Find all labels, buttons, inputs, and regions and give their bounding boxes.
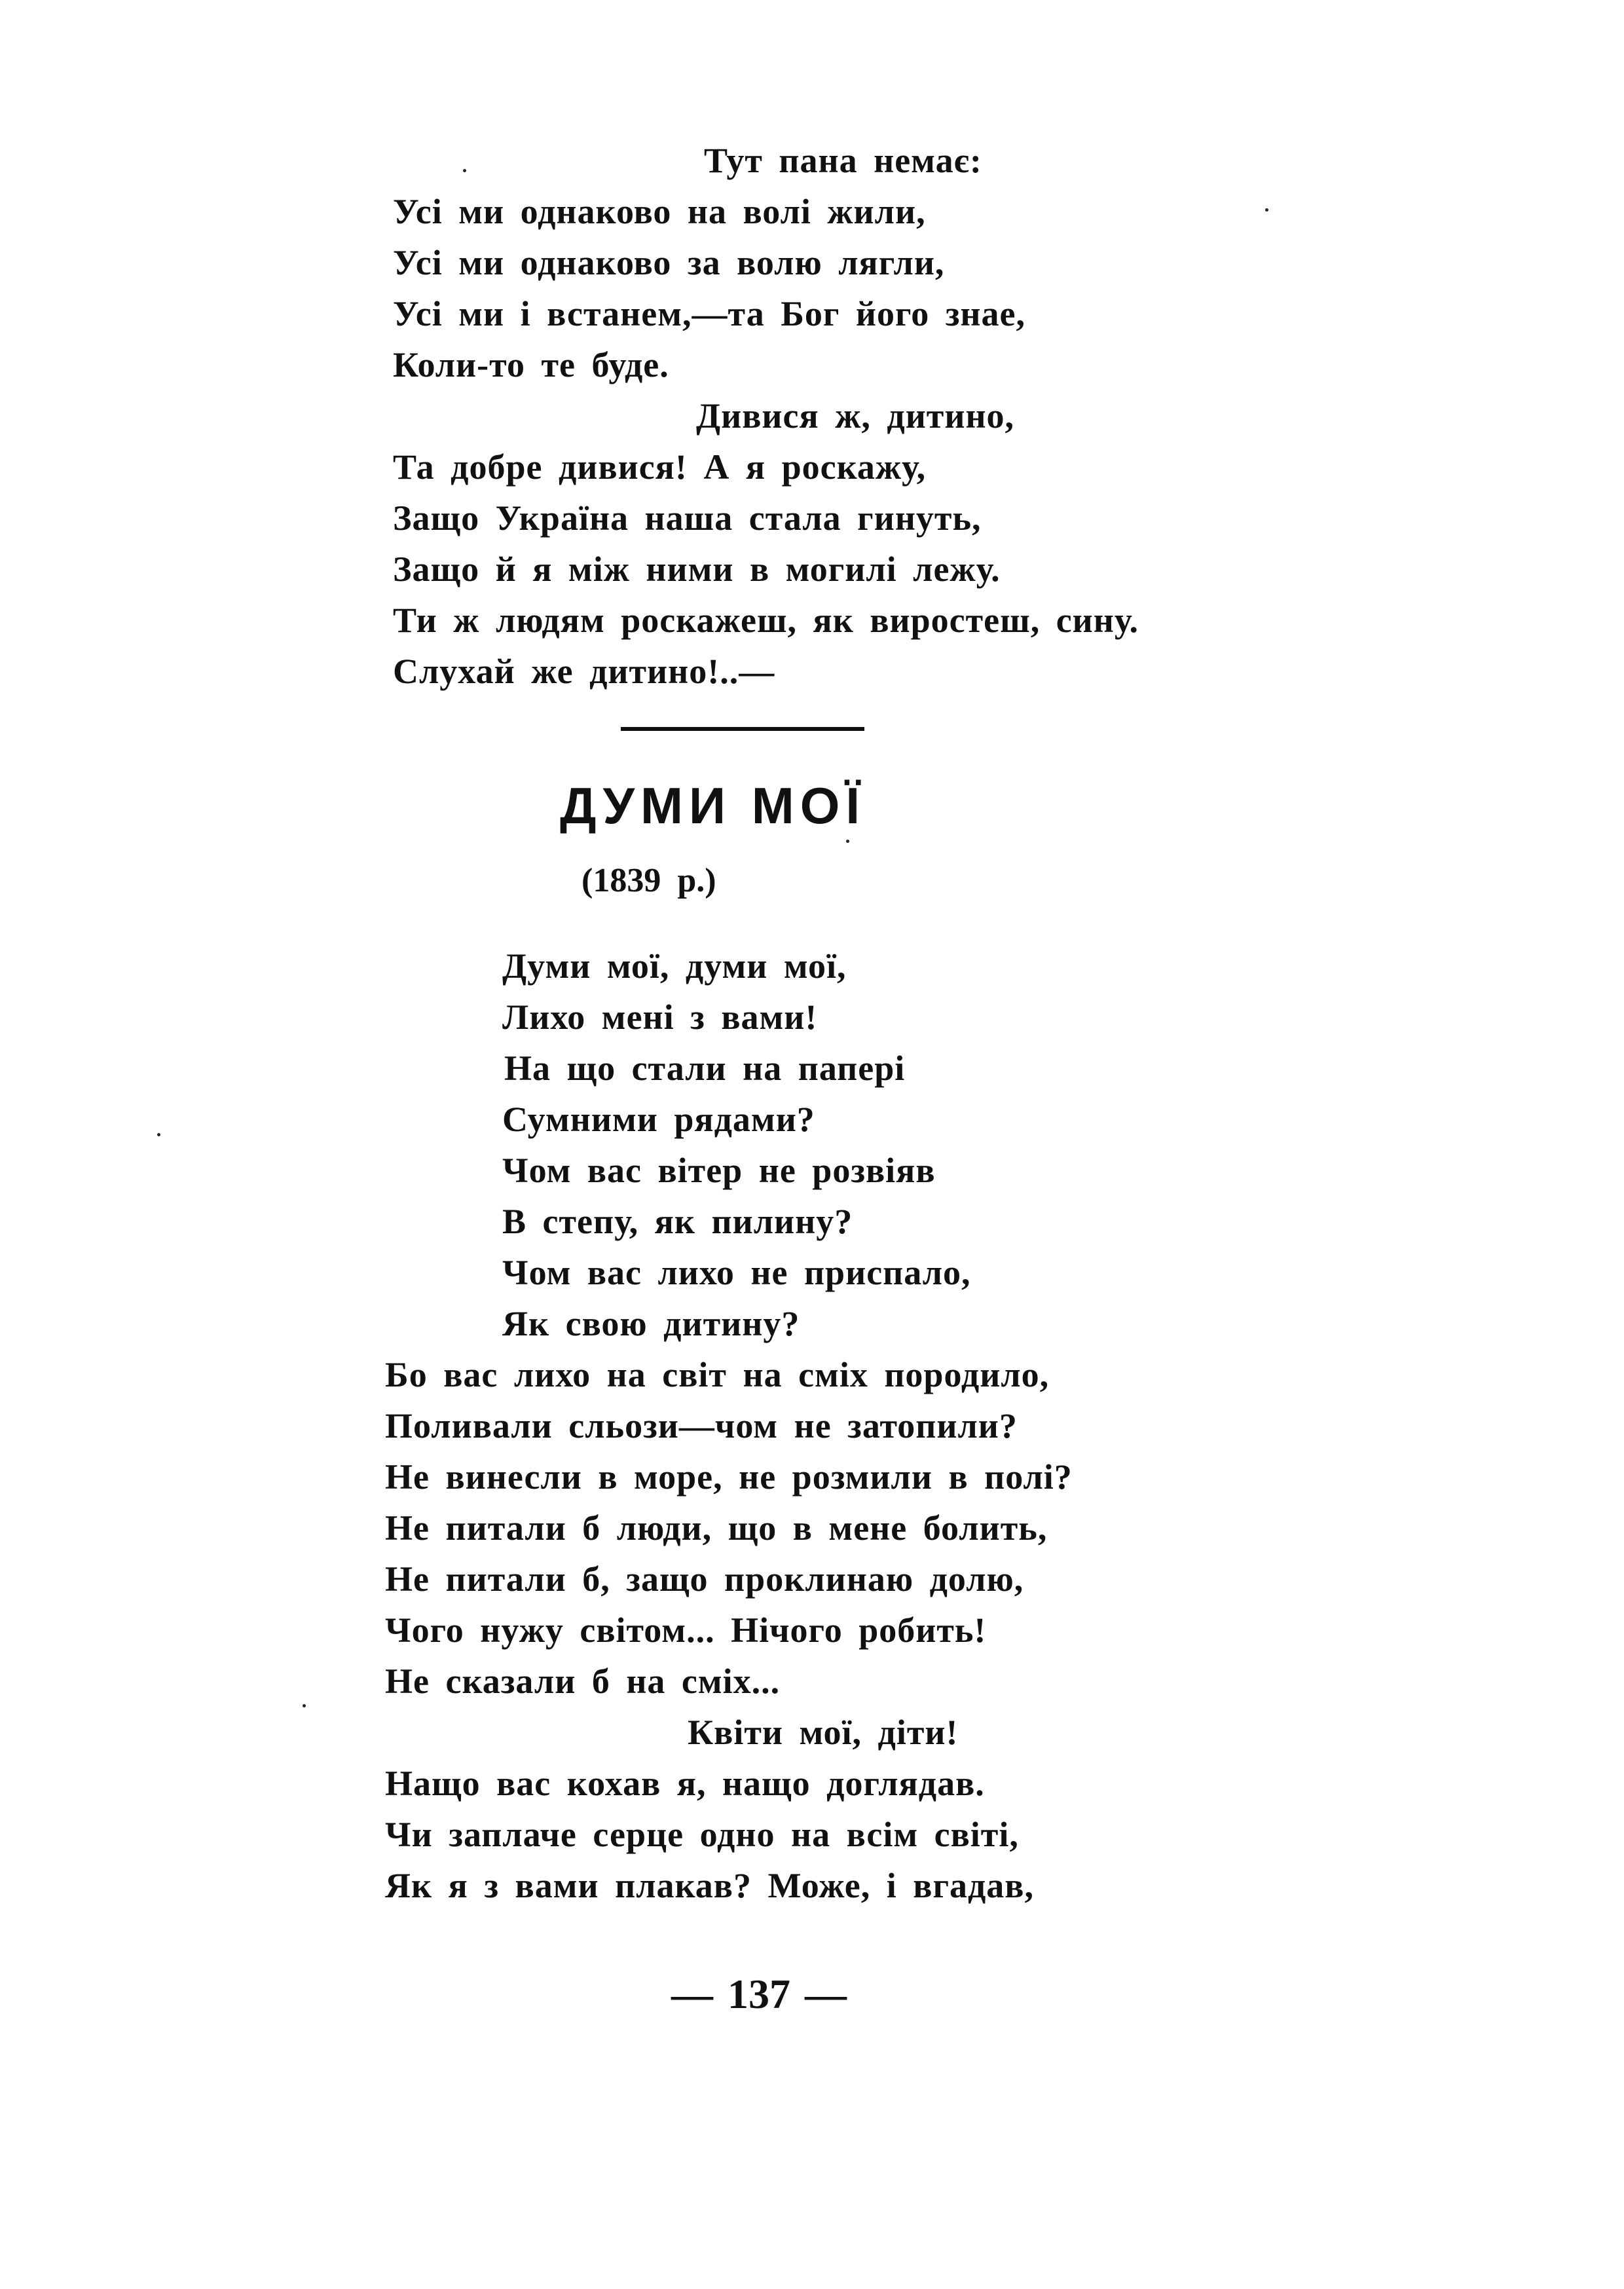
poem-line: Чом вас лихо не приспало,: [502, 1253, 971, 1292]
poem-line: Тут пана немає:: [704, 141, 982, 180]
poem-line: Квіти мої, діти!: [688, 1713, 959, 1752]
scan-speck: [1265, 208, 1268, 212]
poem-line: Слухай же дитино!..—: [393, 652, 775, 691]
poem-line: Не питали б, защо проклинаю долю,: [385, 1559, 1024, 1599]
poem-line: Усі ми однаково за волю лягли,: [393, 243, 945, 282]
poem-line: Ти ж людям роскажеш, як виростеш, сину.: [393, 601, 1139, 640]
scan-speck: [463, 169, 466, 172]
scan-speck: [846, 840, 849, 843]
poem-line: Защо й я між ними в могилі лежу.: [393, 549, 1001, 589]
poem-line: Чи заплаче серце одно на всім світі,: [385, 1815, 1019, 1854]
poem-line: Защо Україна наша стала гинуть,: [393, 498, 982, 538]
poem-title: ДУМИ МОЇ: [560, 777, 866, 834]
poem-line: Дивися ж, дитино,: [696, 396, 1015, 436]
poem-line: Як свою дитину?: [502, 1304, 800, 1343]
poem-line: Не питали б люди, що в мене болить,: [385, 1508, 1048, 1548]
section-divider: [621, 727, 864, 731]
poem-line: Лихо мені з вами!: [502, 997, 818, 1037]
poem-date: (1839 р.): [581, 862, 716, 899]
poem-line: Поливали сльози—чом не затопили?: [385, 1406, 1018, 1445]
poem-line: Коли-то те буде.: [393, 345, 669, 384]
poem-line: Чом вас вітер не розвіяв: [502, 1151, 936, 1190]
poem-line: Нащо вас кохав я, нащо доглядав.: [385, 1764, 985, 1803]
page-number: — 137 —: [671, 1971, 847, 2017]
poem-line: Усі ми і встанем,—та Бог його знае,: [393, 294, 1025, 333]
poem-line: Як я з вами плакав? Може, і вгадав,: [385, 1866, 1034, 1905]
poem-line: Та добре дивися! А я роскажу,: [393, 447, 927, 487]
poem-line: Думи мої, думи мої,: [502, 946, 847, 986]
poem-line: Усі ми однаково на волі жили,: [393, 192, 926, 231]
scan-speck: [303, 1704, 306, 1707]
poem-line: Не винесли в море, не розмили в полі?: [385, 1457, 1073, 1497]
poem-line: На що стали на папері: [504, 1049, 906, 1088]
poem-line: В степу, як пилину?: [502, 1202, 853, 1241]
scan-speck: [157, 1133, 160, 1136]
poem-line: Бо вас лихо на світ на сміх породило,: [385, 1355, 1050, 1394]
poem-line: Не сказали б на сміх...: [385, 1662, 781, 1701]
poem-line: Чого нужу світом... Нічого робить!: [385, 1610, 987, 1650]
poem-line: Сумними рядами?: [502, 1100, 815, 1139]
